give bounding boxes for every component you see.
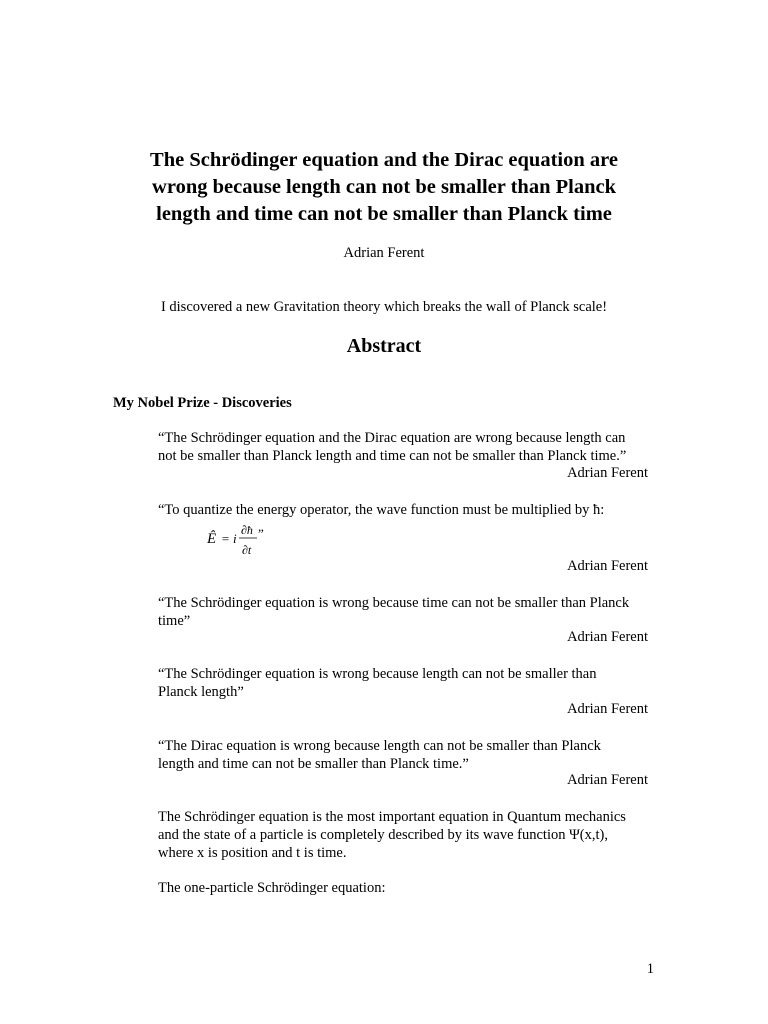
quote-line: “The Dirac equation is wrong because length can not be smaller than Planck xyxy=(158,738,601,754)
quote-line: Planck length” xyxy=(158,684,244,700)
quote-attribution: Adrian Ferent xyxy=(567,465,648,481)
quote-3 xyxy=(158,594,650,630)
quote-line: “The Schrödinger equation is wrong because time can not be smaller than Planck xyxy=(158,595,630,611)
title-line: The Schrödinger equation and the Dirac equation are xyxy=(150,149,618,171)
quote-line: length and time can not be smaller than Planck time.” xyxy=(158,756,469,772)
quote-line: “The Schrödinger equation and the Dirac equation are wrong because length can xyxy=(158,430,626,446)
quote-line: “The Schrödinger equation is wrong because length can not be smaller than xyxy=(158,666,597,682)
title-line: length and time can not be smaller than Planck time xyxy=(156,203,612,225)
paragraph-line: where x is position and t is time. xyxy=(158,845,347,861)
document-title xyxy=(100,147,668,228)
quote-line: time” xyxy=(158,613,191,629)
quote-2 xyxy=(158,501,650,519)
formula-lhs: Ê xyxy=(207,531,217,547)
author-name: Adrian Ferent xyxy=(343,245,425,261)
quote-4 xyxy=(158,665,650,701)
quote-attribution: Adrian Ferent xyxy=(567,772,648,788)
page-number: 1 xyxy=(646,961,654,977)
quote-line: not be smaller than Planck length and time can not be smaller than Planck time.” xyxy=(158,448,627,464)
paragraph-line: The Schrödinger equation is the most important equation in Quantum mechanics xyxy=(158,809,626,825)
quote-5 xyxy=(158,737,650,773)
formula-eq: = i xyxy=(221,531,237,546)
formula-numerator: ∂ħ xyxy=(241,523,253,537)
tagline: I discovered a new Gravitation theory which breaks the wall of Planck scale! xyxy=(160,299,608,315)
formula-close-quote: ” xyxy=(258,526,264,541)
paragraph-line: and the state of a particle is completely described by its wave function Ψ(x,t), xyxy=(158,827,608,843)
energy-operator-formula xyxy=(205,518,295,562)
formula-denominator: ∂t xyxy=(242,543,252,557)
title-line: wrong because length can not be smaller than Planck xyxy=(152,176,616,198)
abstract-heading: Abstract xyxy=(346,335,422,357)
quote-attribution: Adrian Ferent xyxy=(567,701,648,717)
quote-attribution: Adrian Ferent xyxy=(567,629,648,645)
quote-attribution: Adrian Ferent xyxy=(567,558,648,574)
quote-line: “To quantize the energy operator, the wave function must be multiplied by ħ: xyxy=(158,502,605,518)
quote-1 xyxy=(158,429,650,465)
equation-intro: The one-particle Schrödinger equation: xyxy=(158,880,386,896)
body-paragraph xyxy=(158,808,658,862)
section-heading: My Nobel Prize - Discoveries xyxy=(113,395,292,411)
